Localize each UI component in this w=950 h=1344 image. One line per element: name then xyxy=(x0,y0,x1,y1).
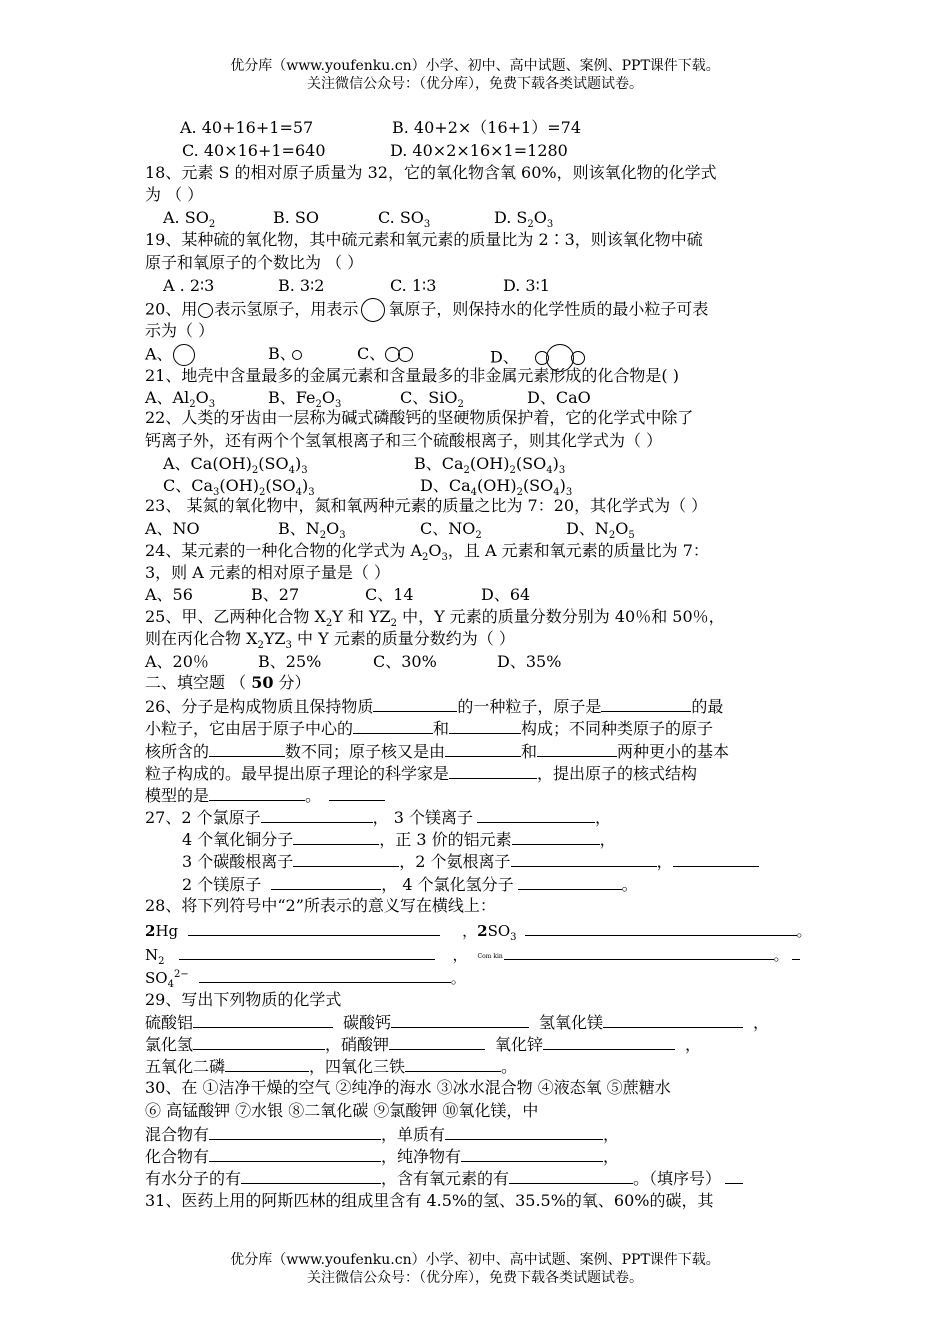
q19-option-a: A . 2∶3 xyxy=(163,276,215,295)
q22-stem-2: 钙离子外，还有两个个氢氧根离子和三个硫酸根离子，则其化学式为（ ） xyxy=(145,431,663,450)
q23-stem: 23、 某氮的氧化物中，氮和氧两种元素的质量之比为 7：20，其化学式为（ ） xyxy=(145,496,708,515)
q18-stem-2: 为 （ ） xyxy=(145,185,204,204)
q30-stem-1: 30、在 ①洁净干燥的空气 ②纯净的海水 ③冰水混合物 ④液态氧 ⑤蔗糖水 xyxy=(145,1078,671,1097)
q17-option-b: B. 40+2×（16+1）=74 xyxy=(392,118,581,137)
q28-line-3: $SO_4^{2-}$ 。 xyxy=(145,969,466,990)
q28-line-2: $N_2$ ， Com kin 。 xyxy=(145,944,800,965)
q20-stem-2: 示为（ ） xyxy=(145,321,215,340)
q22-option-b: B、$Ca_2(OH)_2(SO_4)_3$ xyxy=(414,454,566,477)
q25-option-b: B、25% xyxy=(258,652,322,671)
footer-line-1: 优分库（www.youfenku.cn）小学、初中、高中试题、案例、PPT课件下载。 xyxy=(230,1252,720,1268)
q23-option-a: A、NO xyxy=(145,519,200,538)
q18-option-b: B. SO xyxy=(273,208,320,227)
header-line-2: 关注微信公众号：（优分库），免费下载各类试题试卷。 xyxy=(307,76,643,92)
q21-option-a: A、$Al_2O_3$ xyxy=(145,388,216,411)
q19-option-b: B. 3∶2 xyxy=(278,276,325,295)
q26-line-5: 模型的是 。 xyxy=(145,785,385,806)
q30-line-3: 有水分子的有 ，含有氧元素的有 。（填序号） xyxy=(145,1168,743,1189)
oxygen-atom-circle-icon xyxy=(361,298,385,322)
q20-option-d: D、 xyxy=(490,344,585,372)
q21-option-b: B、$Fe_2O_3$ xyxy=(268,388,342,411)
q27-line-1: 27、2 个氯原子 ， 3 个镁离子 ， xyxy=(145,808,612,827)
option-b-molecule-icon xyxy=(292,350,302,360)
q22-option-a: A、$Ca(OH)_2(SO_4)_3$ xyxy=(163,454,308,477)
q21-option-c: C、SiO$_2$ xyxy=(400,388,464,411)
q24-option-a: A、56 xyxy=(145,585,193,604)
q30-line-1: 混合物有 ，单质有 ， xyxy=(145,1125,620,1144)
option-d-hydrogen-icon xyxy=(571,351,585,365)
q23-option-d: D、$N_2O_5$ xyxy=(566,519,635,542)
q26-line-2: 小粒子，它由居于原子中心的 和 构成；不同种类原子的原子 xyxy=(145,719,714,738)
footer-line-2: 关注微信公众号：（优分库），免费下载各类试题试卷。 xyxy=(307,1270,643,1286)
q24-stem-2: 3，则 A 元素的相对原子量是（ ） xyxy=(145,563,390,582)
header-line-1: 优分库（www.youfenku.cn）小学、初中、高中试题、案例、PPT课件下载。 xyxy=(230,58,720,74)
q17-option-c: C. 40×16+1=640 xyxy=(182,141,326,160)
option-c-atom-icon xyxy=(398,347,413,362)
q19-stem-2: 原子和氧原子的个数比为 （ ） xyxy=(145,253,364,272)
q30-line-2: 化合物有 ，纯净物有 ， xyxy=(145,1147,620,1166)
q18-option-c: C. $SO_3$ xyxy=(378,208,431,231)
section-2-title: 二、填空题 （ 50 分） xyxy=(145,673,311,692)
q17-option-d: D. 40×2×16×1=1280 xyxy=(390,141,568,160)
q26-line-3: 核所含的 数不同；原子核又是由 和 两种更小的基本 xyxy=(145,742,730,761)
q31-stem: 31、医药上用的阿斯匹林的组成里含有 4.5%的氢、35.5%的氧、60%的碳，其 xyxy=(145,1191,714,1210)
q21-stem: 21、地壳中含量最多的金属元素和含量最多的非金属元素形成的化合物是( ) xyxy=(145,366,679,385)
q29-line-1: 硫酸铝 碳酸钙 氢氧化镁 ， xyxy=(145,1013,770,1032)
q20-option-b: B、 xyxy=(268,344,302,364)
q22-option-d: D、$Ca_4(OH)_2(SO_4)_3$ xyxy=(420,476,573,499)
q18-stem-1: 18、元素 S 的相对原子质量为 32，它的氧化物含氧 60%，则该氧化物的化学式 xyxy=(145,163,717,182)
q18-option-a: A. $SO_2$ xyxy=(163,208,216,231)
q28-line-1: 2Hg ，$2SO_3$ 。 xyxy=(145,922,812,943)
q18-option-d: D. $S_2O_3$ xyxy=(494,208,554,231)
q25-option-a: A、20％ xyxy=(145,652,209,671)
q27-line-3: 3 个碳酸根离子 ，2 个氨根离子 ， xyxy=(182,851,759,872)
q19-option-d: D. 3∶1 xyxy=(503,276,550,295)
q24-option-c: C、14 xyxy=(365,585,414,604)
q23-option-c: C、$NO_2$ xyxy=(420,519,482,542)
q24-option-d: D、64 xyxy=(481,585,531,604)
q19-stem-1: 19、某种硫的氧化物，其中硫元素和氧元素的质量比为 2∶3，则该氧化物中硫 xyxy=(145,230,703,249)
q24-option-b: B、27 xyxy=(251,585,300,604)
q25-option-c: C、30% xyxy=(373,652,437,671)
q20-option-c: C、 xyxy=(357,344,413,364)
q27-line-4: 2 个镁原子 ， 4 个氯化氢分子 。 xyxy=(182,875,638,894)
q28-stem: 28、将下列符号中“2”所表示的意义写在横线上： xyxy=(145,896,496,915)
q26-line-4: 粒子构成的。最早提出原子理论的科学家是 ，提出原子的核式结构 xyxy=(145,764,698,783)
q29-line-3: 五氧化二磷 ，四氧化三铁 。 xyxy=(145,1057,518,1076)
option-a-molecule-icon xyxy=(173,344,195,366)
q25-stem-1: 25、甲、乙两种化合物 $X_2Y$ 和 $YZ_2$ 中，Y 元素的质量分数分别为 40％和 50％， xyxy=(145,607,725,630)
q24-stem-1: 24、某元素的一种化合物的化学式为 $A_2O_3$，且 A 元素和氧元素的质量比为 7： xyxy=(145,541,709,564)
q25-stem-2: 则在丙化合物 $X_2YZ_3$ 中 Y 元素的质量分数约为（ ） xyxy=(145,629,515,652)
q23-option-b: B、$N_2O_3$ xyxy=(278,519,346,542)
q29-stem: 29、写出下列物质的化学式 xyxy=(145,990,342,1009)
q30-stem-2: ⑥ 高锰酸钾 ⑦水银 ⑧二氧化碳 ⑨氯酸钾 ⑩氧化镁，中 xyxy=(145,1101,539,1120)
q21-option-d: D、CaO xyxy=(527,388,591,407)
q22-option-c: C、$Ca_3(OH)_2(SO_4)_3$ xyxy=(163,476,315,499)
q20-option-a: A、 xyxy=(145,344,195,366)
q26-line-1: 26、分子是构成物质且保持物质 的一种粒子，原子是 的最 xyxy=(145,697,724,716)
q29-line-2: 氯化氢 ，硝酸钾 氧化锌 ， xyxy=(145,1035,702,1054)
q20-stem-1: 20、用 表示氢原子，用表示 氧原子，则保持水的化学性质的最小粒子可表 xyxy=(145,298,708,322)
q17-option-a: A. 40+16+1=57 xyxy=(180,118,314,137)
hydrogen-atom-circle-icon xyxy=(198,303,213,318)
q19-option-c: C. 1∶3 xyxy=(390,276,437,295)
q27-line-2: 4 个氧化铜分子 ，正 3 价的铝元素 ， xyxy=(182,830,616,849)
q25-option-d: D、35% xyxy=(497,652,562,671)
q22-stem-1: 22、人类的牙齿由一层称为碱式磷酸钙的坚硬物质保护着，它的化学式中除了 xyxy=(145,408,694,427)
